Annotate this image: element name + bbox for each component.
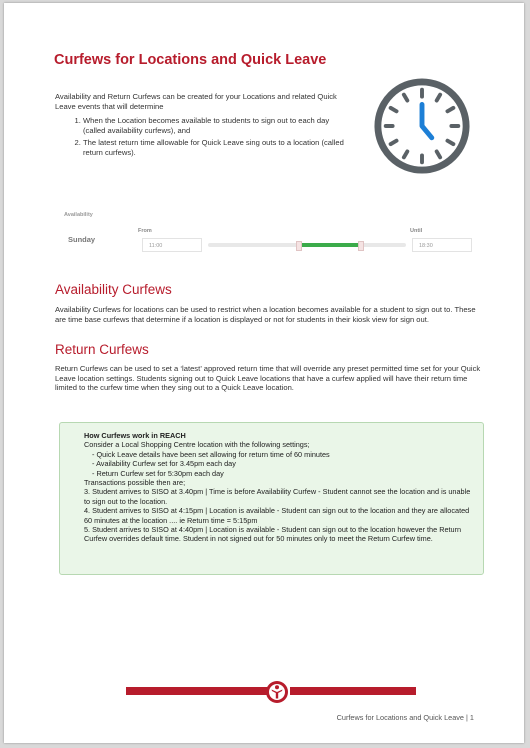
- clock-icon: [373, 77, 471, 175]
- intro-text: Availability and Return Curfews can be created for your Locations and related Quick Leave events that will determine: [55, 92, 337, 111]
- return-curfews-text: Return Curfews can be used to set a ‘latest’ approved return time that will override any preset permitted time set for your Quick Leave location settings. Students signing out to Quick Leave locations that have a curfew applied will have their return time limited to the curfew time when they sing out to a Quick Leave location.: [55, 364, 481, 393]
- from-time-field: 11:00: [142, 238, 202, 252]
- availability-curfews-text: Availability Curfews for locations can be used to restrict when a location becomes available for a student to sign out to. These are time base curfews that determine if a location is displayed or not for students in their kiosk view for sign out.: [55, 305, 476, 324]
- availability-day-label: Sunday: [68, 235, 96, 244]
- from-label: From: [138, 228, 152, 234]
- reach-logo-icon: [265, 680, 289, 704]
- until-time-field: 18:30: [412, 238, 472, 252]
- footer-bar-right: [290, 687, 416, 695]
- slider-end-handle: [358, 241, 364, 251]
- intro-list: [55, 116, 345, 157]
- page-title: Curfews for Locations and Quick Leave: [54, 52, 327, 68]
- callout-intro: Consider a Local Shopping Centre location with the following settings;: [84, 440, 310, 450]
- footer-bar-left: [126, 687, 268, 695]
- intro-list-item: 2. The latest return time allowable for Quick Leave sing outs to a location (called return curfews).: [83, 138, 345, 157]
- availability-slider-range: [302, 243, 358, 247]
- callout-settings-list: [84, 450, 475, 478]
- slider-start-handle: [296, 241, 302, 251]
- how-curfews-work-callout: [59, 422, 484, 575]
- callout-setting-item: - Return Curfew set for 5:30pm each day: [92, 469, 475, 478]
- callout-setting-item: - Quick Leave details have been set allowing for return time of 60 minutes: [92, 450, 475, 459]
- return-curfews-heading: Return Curfews: [55, 342, 149, 357]
- callout-transaction-item: 4. Student arrives to SISO at 4:15pm | Location is available - Student can sign out to the location and they are allocated 60 minutes at the location .... ie Return time = 5:15pm: [84, 506, 470, 525]
- intro-section: [55, 92, 345, 161]
- intro-list-item: 1. When the Location becomes available to students to sign out to each day (called availability curfews), and: [83, 116, 345, 135]
- footer-page-label: Curfews for Locations and Quick Leave | 1: [336, 713, 474, 722]
- availability-widget-label: Availability: [64, 212, 93, 218]
- document-page: [4, 3, 524, 743]
- callout-transactions-intro: Transactions possible then are;: [84, 478, 186, 488]
- callout-title: How Curfews work in REACH: [84, 431, 186, 440]
- until-label: Until: [410, 228, 423, 234]
- callout-setting-item: - Availability Curfew set for 3.45pm each day: [92, 459, 475, 468]
- callout-transaction-item: 3. Student arrives to SISO at 3.40pm | Time is before Availability Curfew - Student cannot see the location and is unable to sign out to the location.: [84, 487, 471, 506]
- availability-curfews-heading: Availability Curfews: [55, 282, 172, 297]
- callout-transaction-item: 5. Student arrives to SISO at 4:40pm | Location is available - Student can sign out to the location however the Return Curfew overrides default time. Student in not signed out for 50 minutes only to meet the Return Curfew time.: [84, 525, 462, 544]
